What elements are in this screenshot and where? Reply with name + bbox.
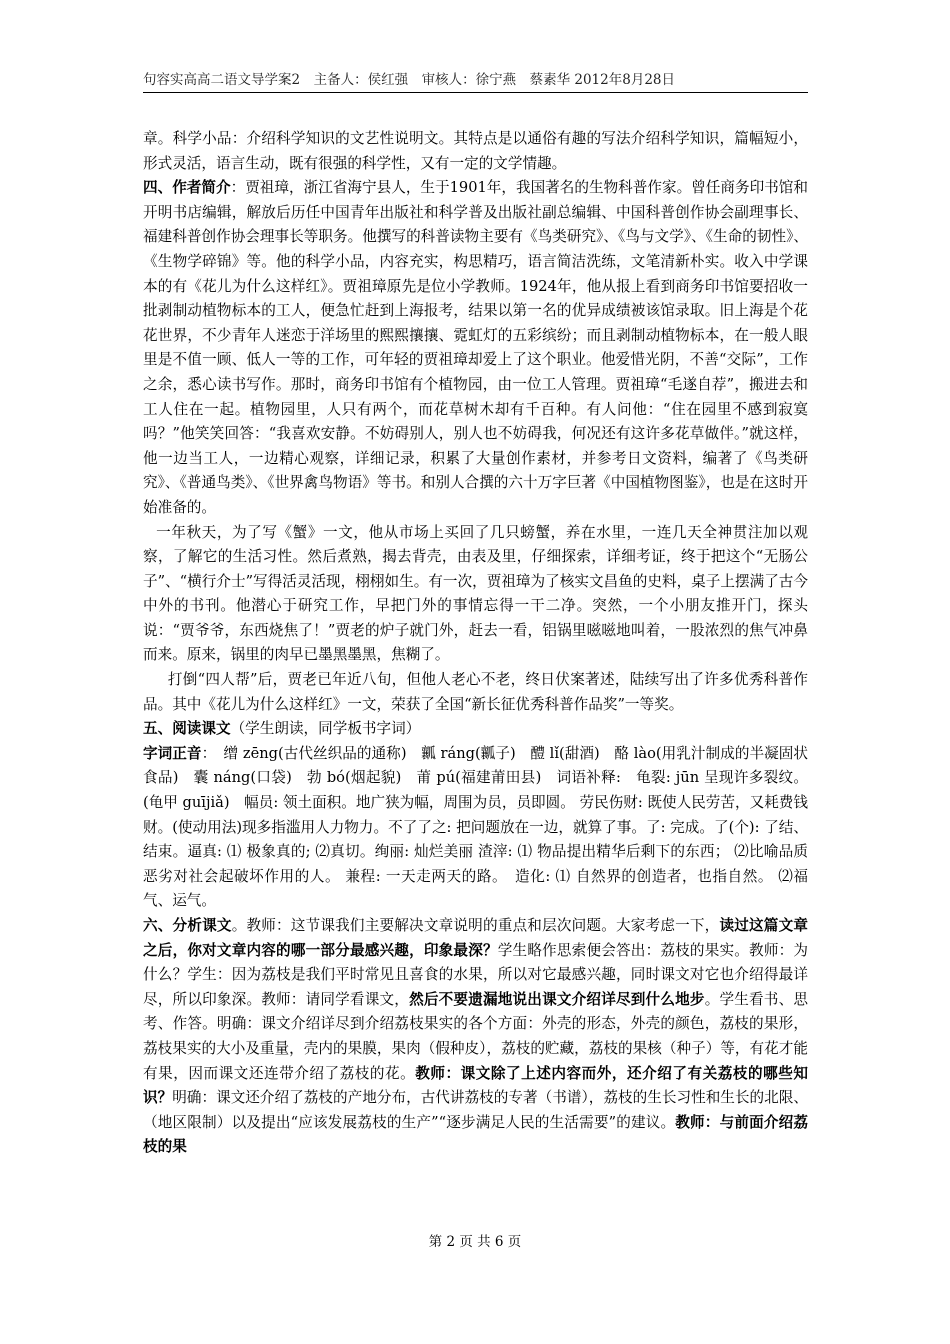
- page-content: [143, 127, 808, 1160]
- analysis-question-1: 读过这篇文章之后，你对文章内容的哪一部分最感兴趣，印象最深？: [143, 917, 808, 959]
- paragraph-vocabulary: [143, 742, 808, 914]
- section-title-author: 四、作者简介: [143, 179, 231, 197]
- page-header: 句容实高高二语文导学案2 主备人：侯红强 审核人：徐宁燕 蔡素华 2012年8月28日: [143, 72, 676, 88]
- paragraph-award: 打倒“四人帮”后，贾老已年近八旬，但他人老心不老，终日伏案著述，陆续写出了许多优秀科普作品。其中《花儿为什么这样红》一文，荣获了全国“新长征优秀科普作品奖”一等奖。: [143, 671, 808, 713]
- analysis-text-a: 。教师：这节课我们主要解决文章说明的重点和层次问题。大家考虑一下，: [231, 917, 720, 934]
- paragraph-science-essay: 章。科学小品：介绍科学知识的文艺性说明文。其特点是以通俗有趣的写法介绍科学知识，篇幅短小，形式灵活，语言生动，既有很强的科学性，又有一定的文学情趣。: [143, 130, 808, 172]
- section-title-reading: 五、阅读课文: [143, 720, 231, 738]
- analysis-text-c: 学生略作思索便会答出：荔枝的果实。教师：为什么？学生：因为荔枝是我们平时常见且喜食的水果，所以对它最感兴趣，同时课文对它也介绍得最详尽，所以印象深。教师：请同学看课文，: [143, 941, 808, 1008]
- author-intro-text: ：贾祖璋，浙江省海宁县人，生于1901年，我国著名的生物科普作家。曾任商务印书馆和开明书店编辑，解放后历任中国青年出版社和科学普及出版社副总编辑、中国科普创作协会副理事长、福建科普创作协会理事长等职务。他撰写的科普读物主要有《鸟类研究》、《鸟与文学》、《生命的韧性》、《生物学碎锦》等。他的科学小品，内容充实，构思精巧，语言简洁洗练，文笔清新朴实。收入中学课本的有《花儿为什么这样红》。贾祖璋原先是位小学教师。1924年，他从报上看到商务印书馆要招收一批剥制动植物标本的工人，便急忙赶到上海报考，结果以第一名的优异成绩被该馆录取。旧上海是个花花世界，不少青年人迷恋于洋场里的熙熙攘攘、霓虹灯的五彩缤纷；而且剥制动植物标本，在一般人眼里是不值一顾、低人一等的工作，可年轻的贾祖璋却爱上了这个职业。他爱惜光阴，不善“交际”，工作之余，悉心读书写作。那时，商务印书馆有个植物园，由一位工人管理。贾祖璋“毛遂自荐”，搬进去和工人住在一起。植物园里，人只有两个，而花草树木却有千百种。有人问他：“住在园里不感到寂寞吗？”他笑笑回答：“我喜欢安静。不妨碍别人，别人也不妨碍我，何况还有这许多花草做伴。”就这样，他一边当工人，一边精心观察，详细记录，积累了大量创作素材，并参考日文资料，编著了《鸟类研究》、《普通鸟类》、《世界禽鸟物语》等书。和别人合撰的六十万字巨著《中国植物图鉴》，也是在这时开始准备的。: [143, 179, 808, 516]
- header-rule: [143, 92, 808, 93]
- analysis-question-2: 然后不要遗漏地说出课文介绍详尽到什么地步: [409, 990, 705, 1008]
- page-footer: 第 2 页 共 6 页: [428, 1234, 522, 1250]
- section-title-analysis: 六、分析课文: [143, 917, 232, 934]
- analysis-question-3: 教师：课文除了上述内容而外，还介绍了有关荔枝的哪些知识？: [143, 1064, 808, 1107]
- analysis-text-g: 明确：课文还介绍了荔枝的产地分布，古代讲荔枝的专著（书谱），荔枝的生长习性和生长的北限、（地区限制）以及提出“应该发展荔枝的生产”“逐步满足人民的生活需要”的建议。: [143, 1089, 808, 1131]
- paragraph-crab-story: 一年秋天，为了写《蟹》一文，他从市场上买回了几只螃蟹，养在水里，一连几天全神贯注加以观察，了解它的生活习性。然后煮熟，揭去背壳，由表及里，仔细探索，详细考证，终于把这个“无肠公子”、“横行介士”写得活灵活现，栩栩如生。有一次，贾祖璋为了核实文昌鱼的史料，桌子上摆满了古今中外的书刊。他潜心于研究工作，早把门外的事情忘得一干二净。突然，一个小朋友推开门，探头说：“贾爷爷，东西烧焦了！”贾老的炉子就门外，赶去一看，铝锅里嗞嗞地叫着，一股浓烈的焦气冲鼻而来。原来，锅里的肉早已墨黑墨黑，焦糊了。: [143, 523, 808, 664]
- paragraph-author-intro: [143, 176, 808, 520]
- paragraph-reading: [143, 717, 808, 742]
- paragraph-analysis: [143, 914, 808, 1160]
- analysis-text-e: 。学生看书、思考、作答。明确：课文介绍详尽到介绍荔枝果实的各个方面：外壳的形态，外壳的颜色，荔枝的果形，荔枝果实的大小及重量，壳内的果膜，果肉（假种皮），荔枝的贮藏，荔枝的果核（种子）等，有花才能有果，因而课文还连带介绍了荔枝的花。: [143, 990, 808, 1082]
- reading-note: （学生朗读，同学板书字词）: [230, 720, 421, 738]
- vocab-text: ： 缯 zēng(古代丝织品的通称) 瓤 ráng(瓤子) 醴 lǐ(甜酒) 酪 lào(用乳汁制成的半凝固状食品) 囊 náng(口袋) 勃 bó(烟起貌) 莆 pú(福建莆田县) 词语补释: 龟裂: jūn 呈现许多裂纹。(龟甲 guījiǎ) 幅员: 领土面积。地广狭为幅，周围为员，员即圆。 劳民伤财: 既使人民劳苦，又耗费钱财。(使动用法)现多指滥用人力物力。不了了之: 把问题放在一边，就算了事。了: 完成。了(个): 了结、结束。逼真: ⑴ 极象真的; ⑵真切。绚丽: 灿烂美丽 渣滓: ⑴ 物品提出精华后剩下的东西； ⑵比喻品质恶劣对社会起破坏作用的人。 兼程: 一天走两天的路。 造化: ⑴ 自然界的创造者，也指自然。 ⑵福气、运气。: [143, 744, 808, 910]
- analysis-question-4: 教师：与前面介绍荔枝的果: [143, 1113, 808, 1156]
- vocab-title: 字词正音: [143, 744, 202, 762]
